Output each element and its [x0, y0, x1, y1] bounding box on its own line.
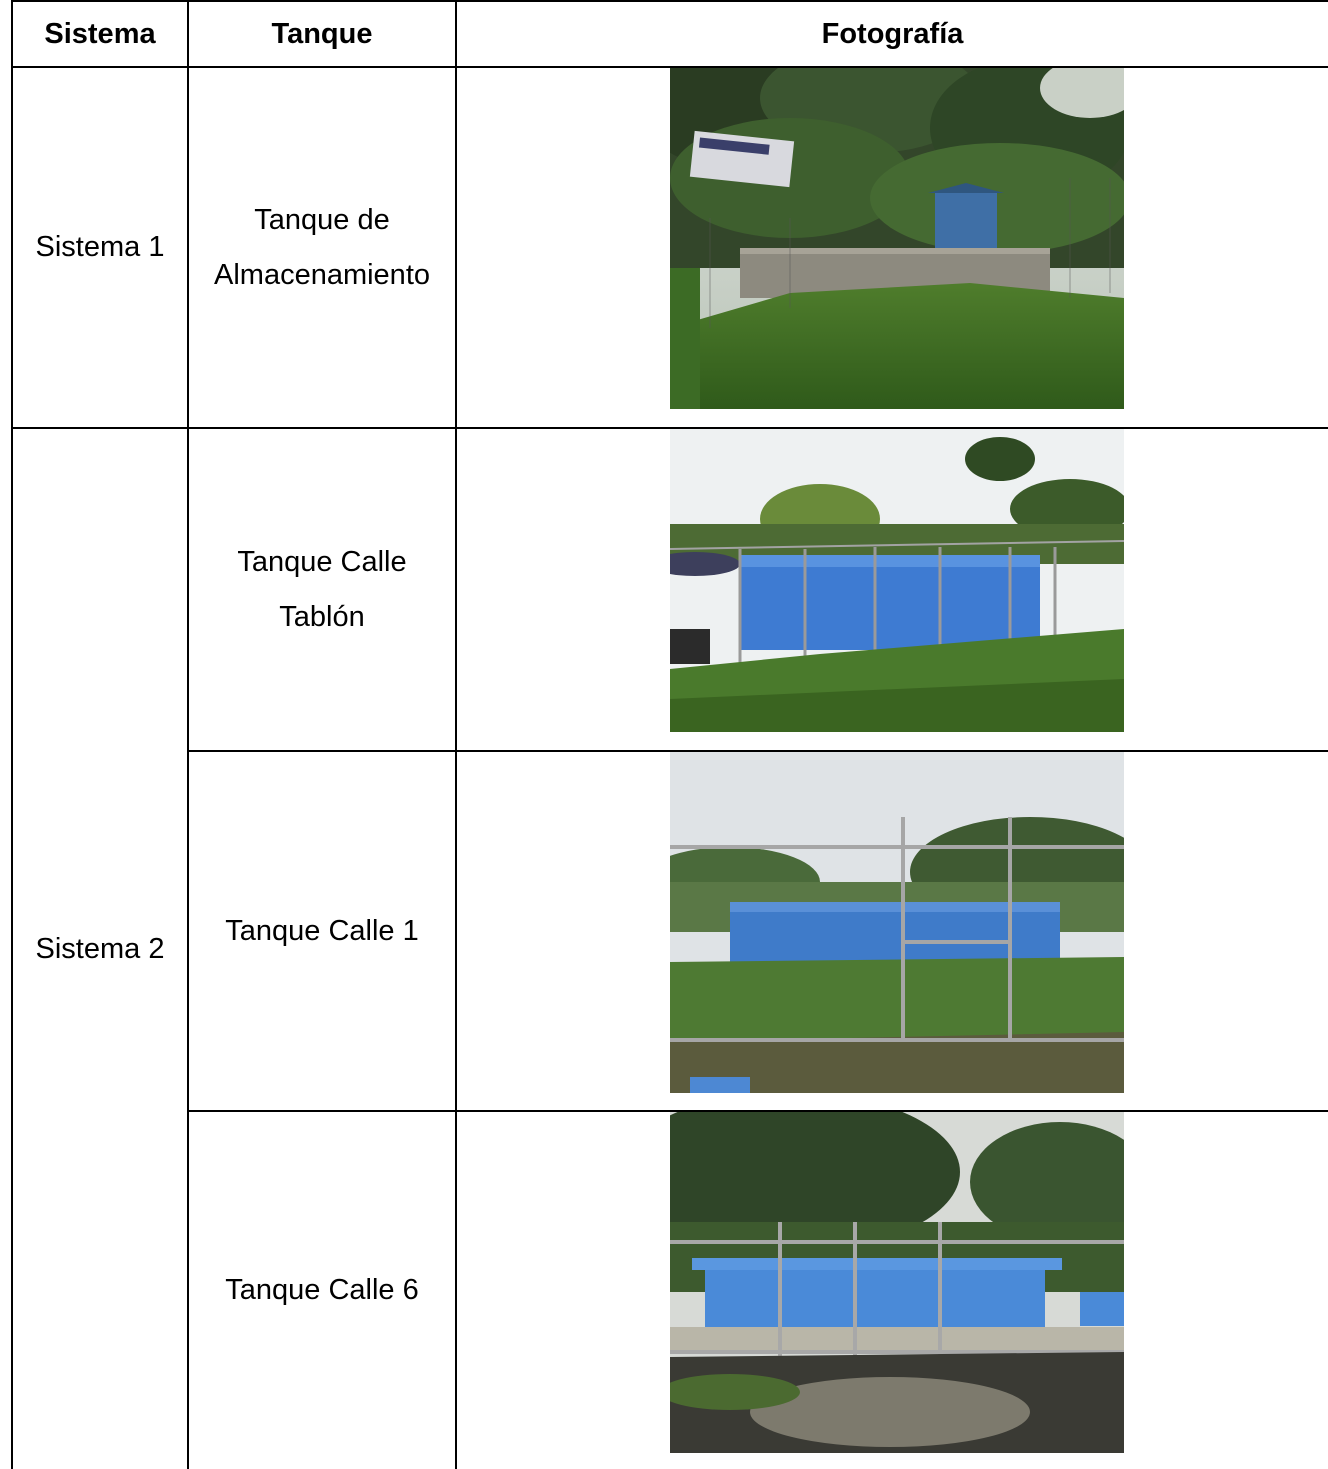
tanque-calle-tablon-label: [189, 429, 455, 750]
tanque-calle-6-label: Tanque Calle 6: [225, 1274, 419, 1306]
calle-1-tank-photo: [670, 752, 1124, 1093]
tanque-label-line1: Tanque de: [254, 203, 390, 236]
tank-photo-table: [11, 0, 1328, 1469]
sistema-1-label: Sistema 1: [35, 231, 165, 263]
tanque-almacenamiento-label: [189, 68, 455, 427]
sistema-2-label: Sistema 2: [35, 932, 165, 965]
header-sistema: Sistema: [44, 17, 156, 50]
calle-6-tank-photo: [670, 1112, 1124, 1453]
column-divider-2: [455, 0, 457, 1469]
tanque-label-line1: Tanque Calle: [237, 545, 407, 578]
header-tanque: Tanque: [271, 17, 373, 50]
tanque-label-line2: Almacenamiento: [214, 258, 430, 291]
calle-tablon-tank-photo: [670, 429, 1124, 732]
tanque-calle-1-label: Tanque Calle 1: [225, 914, 419, 947]
header-fotografia: Fotografía: [821, 17, 964, 50]
storage-tank-photo: [670, 68, 1124, 409]
tanque-label-line2: Tablón: [279, 600, 365, 633]
